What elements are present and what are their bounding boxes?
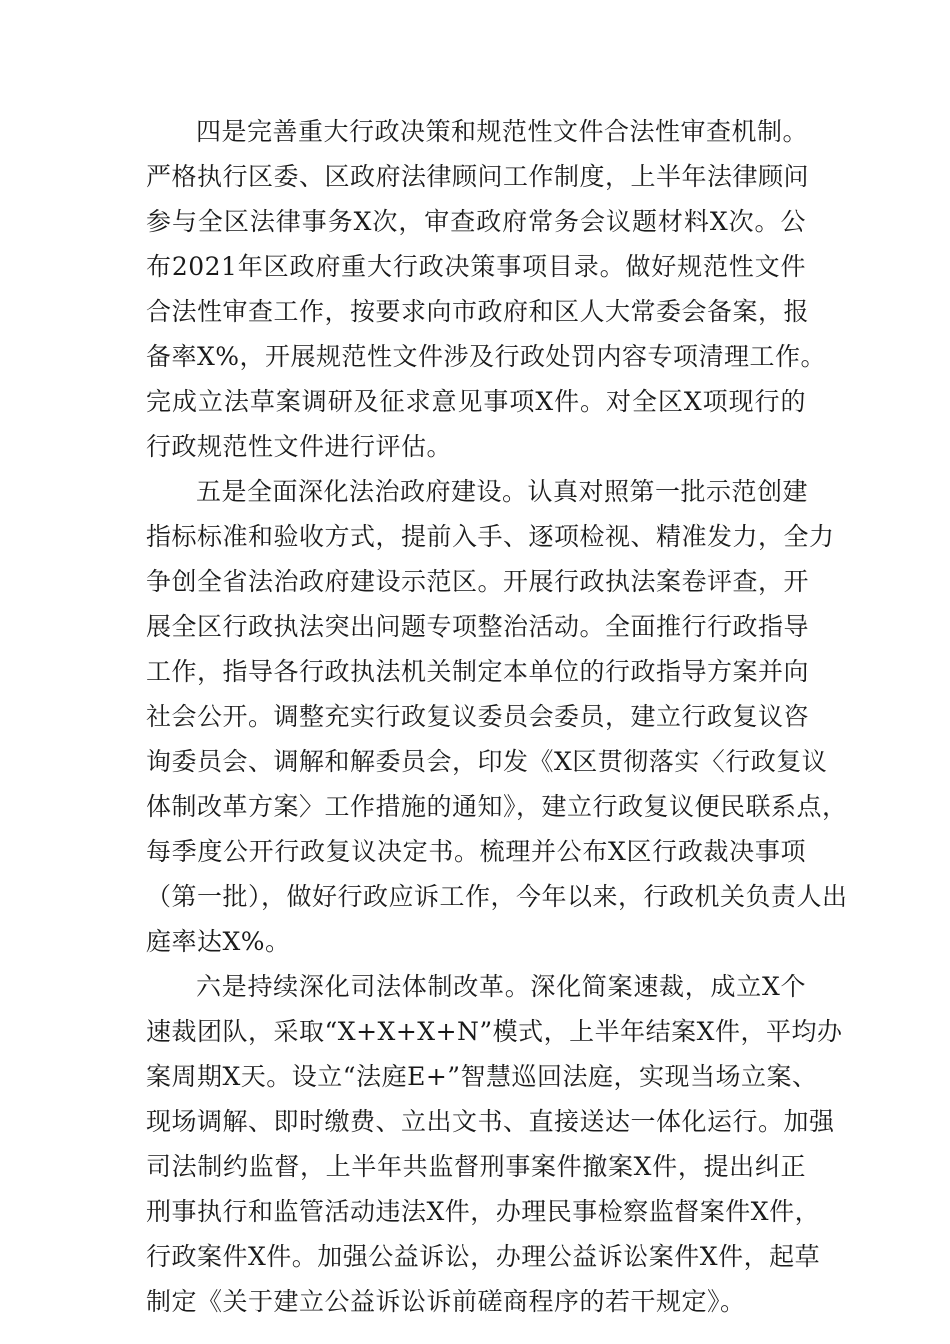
paragraph-4-line-5: 合法性审查工作，按要求向市政府和区人大常委会备案，报 [146, 297, 810, 326]
paragraph-5-line-9: 每季度公开行政复议决定书。梳理并公布X区行政裁决事项 [146, 837, 806, 866]
paragraph-4-line-2: 严格执行区委、区政府法律顾问工作制度，上半年法律顾问 [146, 162, 810, 191]
paragraph-6-line-3: 案周期X天。设立“法庭E+”智慧巡回法庭，实现当场立案、 [146, 1062, 818, 1091]
paragraph-4-line-1: 四是完善重大行政决策和规范性文件合法性审查机制。 [196, 117, 809, 146]
paragraph-5-line-4: 展全区行政执法突出问题专项整治活动。全面推行行政指导 [146, 612, 810, 641]
paragraph-4-line-4: 布2021年区政府重大行政决策事项目录。做好规范性文件 [146, 252, 806, 281]
paragraph-5-line-10: （第一批），做好行政应诉工作，今年以来，行政机关负责人出 [146, 882, 848, 911]
paragraph-6-line-8: 制定《关于建立公益诉讼诉前磋商程序的若干规定》。 [146, 1287, 746, 1316]
paragraph-6-line-4: 现场调解、即时缴费、立出文书、直接送达一体化运行。加强 [146, 1107, 835, 1136]
paragraph-6-line-5: 司法制约监督，上半年共监督刑事案件撤案X件，提出纠正 [146, 1152, 806, 1181]
paragraph-5-line-7: 询委员会、调解和解委员会，印发《X区贯彻落实〈行政复议 [146, 747, 828, 776]
paragraph-6-line-2: 速裁团队，采取“X+X+X+N”模式，上半年结案X件，平均办 [146, 1017, 843, 1046]
paragraph-5-line-2: 指标标准和验收方式，提前入手、逐项检视、精准发力，全力 [146, 522, 835, 551]
paragraph-6-line-7: 行政案件X件。加强公益诉讼，办理公益诉讼案件X件，起草 [146, 1242, 821, 1271]
paragraph-4-line-3: 参与全区法律事务X次，审查政府常务会议题材料X次。公 [146, 207, 806, 236]
paragraph-4-line-6: 备率X%，开展规范性文件涉及行政处罚内容专项清理工作。 [146, 342, 827, 371]
paragraph-5-line-3: 争创全省法治政府建设示范区。开展行政执法案卷评查，开 [146, 567, 810, 596]
paragraph-5-line-1: 五是全面深化法治政府建设。认真对照第一批示范创建 [196, 477, 809, 506]
paragraph-4-line-8: 行政规范性文件进行评估。 [146, 432, 453, 461]
paragraph-5-line-11: 庭率达X%。 [146, 927, 291, 956]
paragraph-4-line-7: 完成立法草案调研及征求意见事项X件。对全区X项现行的 [146, 387, 806, 416]
paragraph-6-line-1: 六是持续深化司法体制改革。深化简案速裁，成立X个 [196, 972, 806, 1001]
paragraph-5-line-8: 体制改革方案〉工作措施的通知》，建立行政复议便民联系点， [146, 792, 848, 821]
paragraph-6-line-6: 刑事执行和监管活动违法X件，办理民事检察监督案件X件， [146, 1197, 821, 1226]
paragraph-5-line-6: 社会公开。调整充实行政复议委员会委员，建立行政复议咨 [146, 702, 810, 731]
paragraph-5-line-5: 工作，指导各行政执法机关制定本单位的行政指导方案并向 [146, 657, 810, 686]
